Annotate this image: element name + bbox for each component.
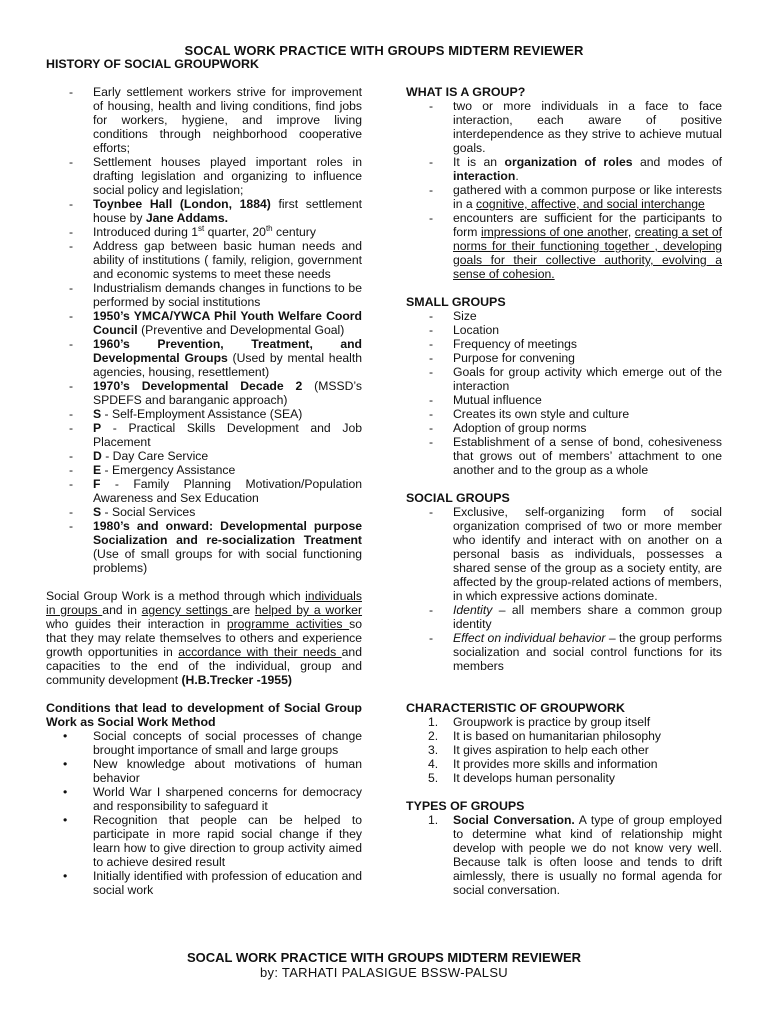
list-item: • Social concepts of social processes of change brought importance of small and large groups [46, 729, 362, 757]
list-item [406, 211, 722, 281]
list-item [406, 183, 722, 211]
definition-underlined: agency settings [141, 603, 233, 617]
definition-text: and capacities to the end of the individual, group and community development [46, 645, 362, 687]
definition-paragraph [46, 589, 362, 687]
history-item-text: - Social Services [101, 505, 196, 519]
list-item: • Recognition that people can be helped to participate in more rapid social change if they learn how to give direction to group activity aimed to achieve desired result [46, 813, 362, 869]
history-item-text: (Used by mental health agencies, housing, resettlement) [93, 351, 362, 379]
list-item: - Frequency of meetings [406, 337, 722, 351]
list-number: 1. [428, 715, 439, 729]
small-groups-list [406, 309, 722, 477]
history-item-text: Address gap between basic human needs and ability of institutions ( family, religion, government and economic systems to meet these needs [93, 239, 362, 281]
history-item-text: Early settlement workers strive for improvement of housing, health and living conditions, find jobs for workers, hygiene, and improve living conditions through neighborhood cooperative efforts; [93, 85, 362, 155]
definition-citation: (H.B.Trecker -1955) [181, 673, 292, 687]
social-item-text: Exclusive, self-organizing form of social organization comprised of two or more member who identify and interact with on another on a personal basis as individuals, possesses a shared sense of the group as a society entity, are affected by the group-related actions of members, in which expressive actions dominate. [453, 505, 722, 603]
definition-underlined: helped by a worker [254, 603, 363, 617]
list-item [46, 519, 362, 575]
list-item [46, 309, 362, 337]
social-groups-heading: SOCIAL GROUPS [406, 491, 510, 505]
group-item-text: . [515, 169, 519, 183]
history-item-bold: E [93, 463, 102, 477]
list-item [46, 449, 362, 463]
list-item [46, 421, 362, 449]
history-item-bold: D [93, 449, 102, 463]
superscript: th [265, 223, 273, 233]
list-item [46, 463, 362, 477]
list-item-text: It develops human personality [453, 771, 615, 785]
list-item: - Mutual influence [406, 393, 722, 407]
history-item-text: (Preventive and Developmental Goal) [137, 323, 345, 337]
list-item [406, 743, 722, 757]
social-groups-list [406, 505, 722, 673]
group-heading: WHAT IS A GROUP? [406, 85, 526, 99]
group-item-text: and modes of [632, 155, 722, 169]
list-item: - Adoption of group norms [406, 421, 722, 435]
list-item: - Goals for group activity which emerge out of the interaction [406, 365, 722, 393]
list-number: 3. [428, 743, 439, 757]
list-number: 2. [428, 729, 439, 743]
list-item-text: Groupwork is practice by group itself [453, 715, 651, 729]
list-item [46, 155, 362, 197]
right-column [406, 85, 722, 897]
group-item-text: gathered with a common purpose or like interests in a [453, 183, 722, 211]
history-item-bold: Jane Addams. [145, 211, 229, 225]
list-item: - Location [406, 323, 722, 337]
page-header-title: SOCAL WORK PRACTICE WITH GROUPS MIDTERM REVIEWER [184, 43, 584, 58]
history-item-bold: S [93, 505, 102, 519]
small-groups-heading: SMALL GROUPS [406, 295, 506, 309]
history-item-bold: 1970’s Developmental Decade 2 [93, 379, 303, 393]
types-list [406, 813, 722, 897]
history-heading: HISTORY OF SOCIAL GROUPWORK [46, 57, 259, 71]
group-item-bold: interaction [453, 169, 516, 183]
history-item-bold: S [93, 407, 102, 421]
history-item-text: - Practical Skills Development and Job Placement [93, 421, 362, 449]
definition-underlined: programme activities [226, 617, 350, 631]
social-item-italic: Identity [453, 603, 493, 617]
history-item-bold: 1950’s YMCA/YWCA Phil Youth Welfare Coord Council [93, 309, 362, 337]
list-number: 4. [428, 757, 439, 771]
list-number: 1. [428, 813, 439, 827]
list-item [46, 239, 362, 281]
group-item-bold: organization of roles [504, 155, 633, 169]
list-item [406, 729, 722, 743]
list-item [46, 225, 362, 239]
history-item-text: Settlement houses played important roles in drafting legislation and organizing to influence social policy and legislation; [93, 155, 362, 197]
history-item-text: - Emergency Assistance [101, 463, 236, 477]
history-item-bold: 1960’s Prevention, Treatment, and Developmental Groups [93, 337, 362, 365]
list-item-text: It gives aspiration to help each other [453, 743, 649, 757]
definition-text: Social Group Work is a method through which [46, 589, 306, 603]
footer-byline: by: TARHATI PALASIGUE BSSW-PALSU [260, 965, 508, 980]
history-item-text: - Family Planning Motivation/Population Awareness and Sex Education [93, 477, 362, 505]
conditions-list [46, 729, 362, 897]
history-item-text: (Use of small groups for with social functioning problems) [93, 547, 362, 575]
definition-underlined: individuals in groups [46, 589, 362, 617]
history-item-text: Industrialism demands changes in functions to be performed by social institutions [93, 281, 362, 309]
list-item [46, 85, 362, 155]
list-item [406, 99, 722, 155]
group-item-text: It is an [453, 155, 505, 169]
history-item-bold: F [93, 477, 101, 491]
list-item [406, 715, 722, 729]
history-item-text: Introduced during 1 [93, 225, 199, 239]
history-item-text: (MSSD’s SPDEFS and baranganic approach) [93, 379, 362, 407]
definition-text: who guides their interaction in [46, 617, 227, 631]
conditions-heading: Conditions that lead to development of Social Group Work as Social Work Method [46, 701, 362, 729]
social-item-italic: Effect on individual behavior [453, 631, 606, 645]
group-list [406, 99, 722, 281]
social-item-text: – all members share a common group identity [453, 603, 722, 631]
characteristic-list [406, 715, 722, 785]
list-item: - Purpose for convening [406, 351, 722, 365]
list-item [46, 477, 362, 505]
history-item-text: century [272, 225, 316, 239]
group-item-underlined: impressions of one another [480, 225, 628, 239]
list-item [46, 337, 362, 379]
list-item [406, 603, 722, 631]
history-item-text: - Self-Employment Assistance (SEA) [101, 407, 303, 421]
group-item-underlined: creating a set of norms for their functioning together , developing goals for their collective authority, evolving a sense of cohesion. [453, 225, 723, 281]
list-item: • World War I sharpened concerns for democracy and responsibility to safeguard it [46, 785, 362, 813]
list-number: 5. [428, 771, 439, 785]
definition-text: are [232, 603, 255, 617]
definition-underlined: accordance with their needs [178, 645, 342, 659]
list-item: - Establishment of a sense of bond, cohesiveness that grows out of members’ attachment to one another and to the group as a whole [406, 435, 722, 477]
group-item-text: , [627, 225, 635, 239]
group-item-underlined: cognitive, affective, and social interchange [476, 197, 705, 211]
list-item: - Creates its own style and culture [406, 407, 722, 421]
list-item [406, 631, 722, 673]
list-item [406, 155, 722, 183]
list-item: • New knowledge about motivations of human behavior [46, 757, 362, 785]
superscript: st [198, 223, 205, 233]
history-item-bold: P [93, 421, 102, 435]
group-item-text: encounters are sufficient for the participants to form [453, 211, 722, 239]
history-item-text: first settlement house by [93, 197, 362, 225]
history-item-bold: Toynbee Hall (London, 1884) [93, 197, 271, 211]
characteristic-heading: CHARACTERISTIC OF GROUPWORK [406, 701, 625, 715]
history-item-bold: 1980’s and onward: Developmental purpose Socialization and re-socialization Treatment [93, 519, 362, 547]
list-item [46, 281, 362, 309]
social-item-text: – the group performs socialization and social control functions for its members [453, 631, 722, 673]
types-heading: TYPES OF GROUPS [406, 799, 525, 813]
left-column [46, 57, 362, 897]
history-item-text: - Day Care Service [101, 449, 209, 463]
types-item-bold: Social Conversation. [453, 813, 575, 827]
list-item-text: It provides more skills and information [453, 757, 658, 771]
list-item [46, 379, 362, 407]
list-item [46, 505, 362, 519]
list-item [46, 197, 362, 225]
definition-text: so that they may relate themselves to others and experience growth opportunities in [46, 617, 362, 659]
list-item [406, 757, 722, 771]
definition-text: and in [102, 603, 142, 617]
list-item: • Initially identified with profession of education and social work [46, 869, 362, 897]
list-item [406, 771, 722, 785]
list-item [406, 813, 722, 897]
list-item: - Size [406, 309, 722, 323]
list-item-text: It is based on humanitarian philosophy [453, 729, 661, 743]
types-item-text: A type of group employed to determine what kind of relationship might develop with people we do not know very well. Because talk is often loose and tends to drift aimlessly, there is usually no formal agenda for social conversation. [453, 813, 722, 897]
footer-title: SOCAL WORK PRACTICE WITH GROUPS MIDTERM REVIEWER [186, 950, 582, 965]
group-item-text: two or more individuals in a face to face interaction, each aware of positive interdependence as they strive to achieve mutual goals. [453, 99, 722, 155]
list-item [46, 407, 362, 421]
list-item [406, 505, 722, 603]
history-list [46, 85, 362, 575]
history-item-text: quarter, 20 [204, 225, 266, 239]
